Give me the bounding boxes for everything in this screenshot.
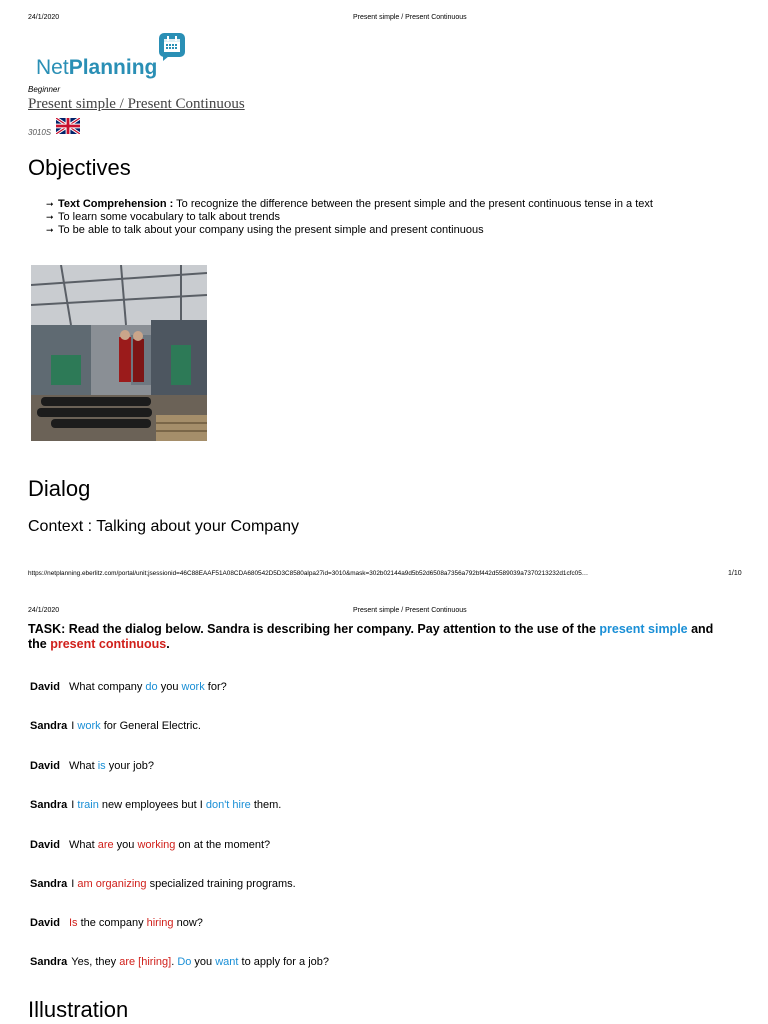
present-simple-verb: don't hire [205, 799, 251, 811]
uk-flag-icon [56, 118, 80, 134]
dialog-text: you [191, 956, 216, 968]
present-continuous-verb: am organizing [77, 878, 147, 890]
footer-page-number: 1/10 [728, 570, 742, 577]
task-text: TASK: Read the dialog below. Sandra is describing her company. Pay attention to the use of the [28, 622, 600, 636]
logo-text-planning: Planning [68, 56, 158, 79]
dialog-speaker: Sandra [30, 878, 68, 890]
dialog-speaker: David [30, 760, 60, 772]
dialog-line [30, 760, 154, 772]
lesson-code: 3010S [28, 128, 52, 137]
dialog-line [30, 878, 296, 890]
present-simple-verb: do [145, 681, 158, 693]
dialog-text: I [71, 878, 78, 890]
objective-item [46, 211, 653, 224]
present-simple-verb: work [181, 681, 205, 693]
present-simple-verb: Do [177, 956, 192, 968]
dialog-line [30, 799, 281, 811]
calendar-icon [158, 32, 186, 62]
dialog-text: you [113, 839, 138, 851]
present-continuous-verb: working [137, 839, 176, 851]
task-text: and the [28, 622, 714, 651]
dialog-text: I [71, 799, 78, 811]
context-heading: Context : Talking about your Company [28, 518, 299, 535]
netplanning-logo[interactable] [36, 32, 196, 82]
illustration-heading: Illustration [28, 997, 129, 1022]
lesson-title-link[interactable]: Present simple / Present Continuous [28, 96, 245, 112]
logo-wordmark [36, 56, 157, 80]
present-continuous-verb: Is [68, 917, 78, 929]
objective-item [46, 224, 653, 237]
objective-text: To learn some vocabulary to talk about trends [58, 211, 280, 223]
dialog-text: . [171, 956, 178, 968]
dialog-text: for? [204, 681, 227, 693]
dialog-text: you [157, 681, 182, 693]
present-simple-verb: is [97, 760, 106, 772]
dialog-text: for General Electric. [100, 720, 201, 732]
dialog-text: Yes, they [71, 956, 120, 968]
task-instructions [28, 622, 718, 652]
dialog-text: specialized training programs. [146, 878, 296, 890]
footer-url: https://netplanning.eberlitz.com/portal/unit;jsessionid=46C88EAAF51A08CDA680542D5D3C8580alpa27id=3010&mask=302b02144a9d5b52d6508a7356a792bf442d5589039a7370213232d1cfc05… [28, 570, 589, 577]
arrow-icon: ➞ [46, 225, 54, 235]
dialog-line [30, 681, 227, 693]
present-simple-verb: train [77, 799, 99, 811]
objectives-list [46, 198, 653, 237]
dialog-text: What [68, 839, 98, 851]
dialog-speaker: David [30, 917, 60, 929]
dialog-speaker: Sandra [30, 720, 68, 732]
present-continuous-verb: are [97, 839, 114, 851]
objective-text: To be able to talk about your company using the present simple and present continuous [58, 224, 484, 236]
header-title: Present simple / Present Continuous [353, 607, 467, 614]
factory-photo [31, 265, 207, 441]
dialog-speaker: Sandra [30, 956, 68, 968]
logo-text-net: Net [36, 56, 69, 79]
header-title: Present simple / Present Continuous [353, 14, 467, 21]
dialog-speaker: David [30, 681, 60, 693]
objective-item [46, 198, 653, 211]
arrow-icon: ➞ [46, 199, 54, 209]
present-simple-verb: work [77, 720, 101, 732]
dialog-line [30, 917, 203, 929]
dialog-text: What [68, 760, 98, 772]
header-date: 24/1/2020 [28, 14, 60, 21]
task-text: . [166, 637, 170, 651]
present-simple-verb: want [215, 956, 239, 968]
dialog-speaker: Sandra [30, 799, 68, 811]
task-present-continuous: present continuous [50, 637, 167, 651]
dialog-text: the company [77, 917, 147, 929]
header-date: 24/1/2020 [28, 607, 60, 614]
present-continuous-verb: hiring [146, 917, 174, 929]
objectives-heading: Objectives [28, 155, 131, 180]
dialog-heading: Dialog [28, 476, 91, 501]
present-continuous-verb: are [hiring] [119, 956, 172, 968]
dialog-text: on at the moment? [175, 839, 271, 851]
dialog-text: new employees but I [98, 799, 206, 811]
objective-label: Text Comprehension : [58, 198, 174, 210]
dialog-line [30, 720, 201, 732]
dialog-text: them. [250, 799, 282, 811]
dialog-line [30, 839, 270, 851]
dialog-text: to apply for a job? [238, 956, 329, 968]
dialog-line [30, 956, 329, 968]
level-label: Beginner [28, 85, 61, 94]
arrow-icon: ➞ [46, 212, 54, 222]
dialog-text: your job? [105, 760, 154, 772]
dialog-text: What company [68, 681, 146, 693]
objective-text: To recognize the difference between the present simple and the present continuous tense in a text [173, 198, 653, 210]
dialog-text: I [71, 720, 78, 732]
task-present-simple: present simple [599, 622, 688, 636]
dialog-text: now? [173, 917, 203, 929]
dialog-speaker: David [30, 839, 60, 851]
